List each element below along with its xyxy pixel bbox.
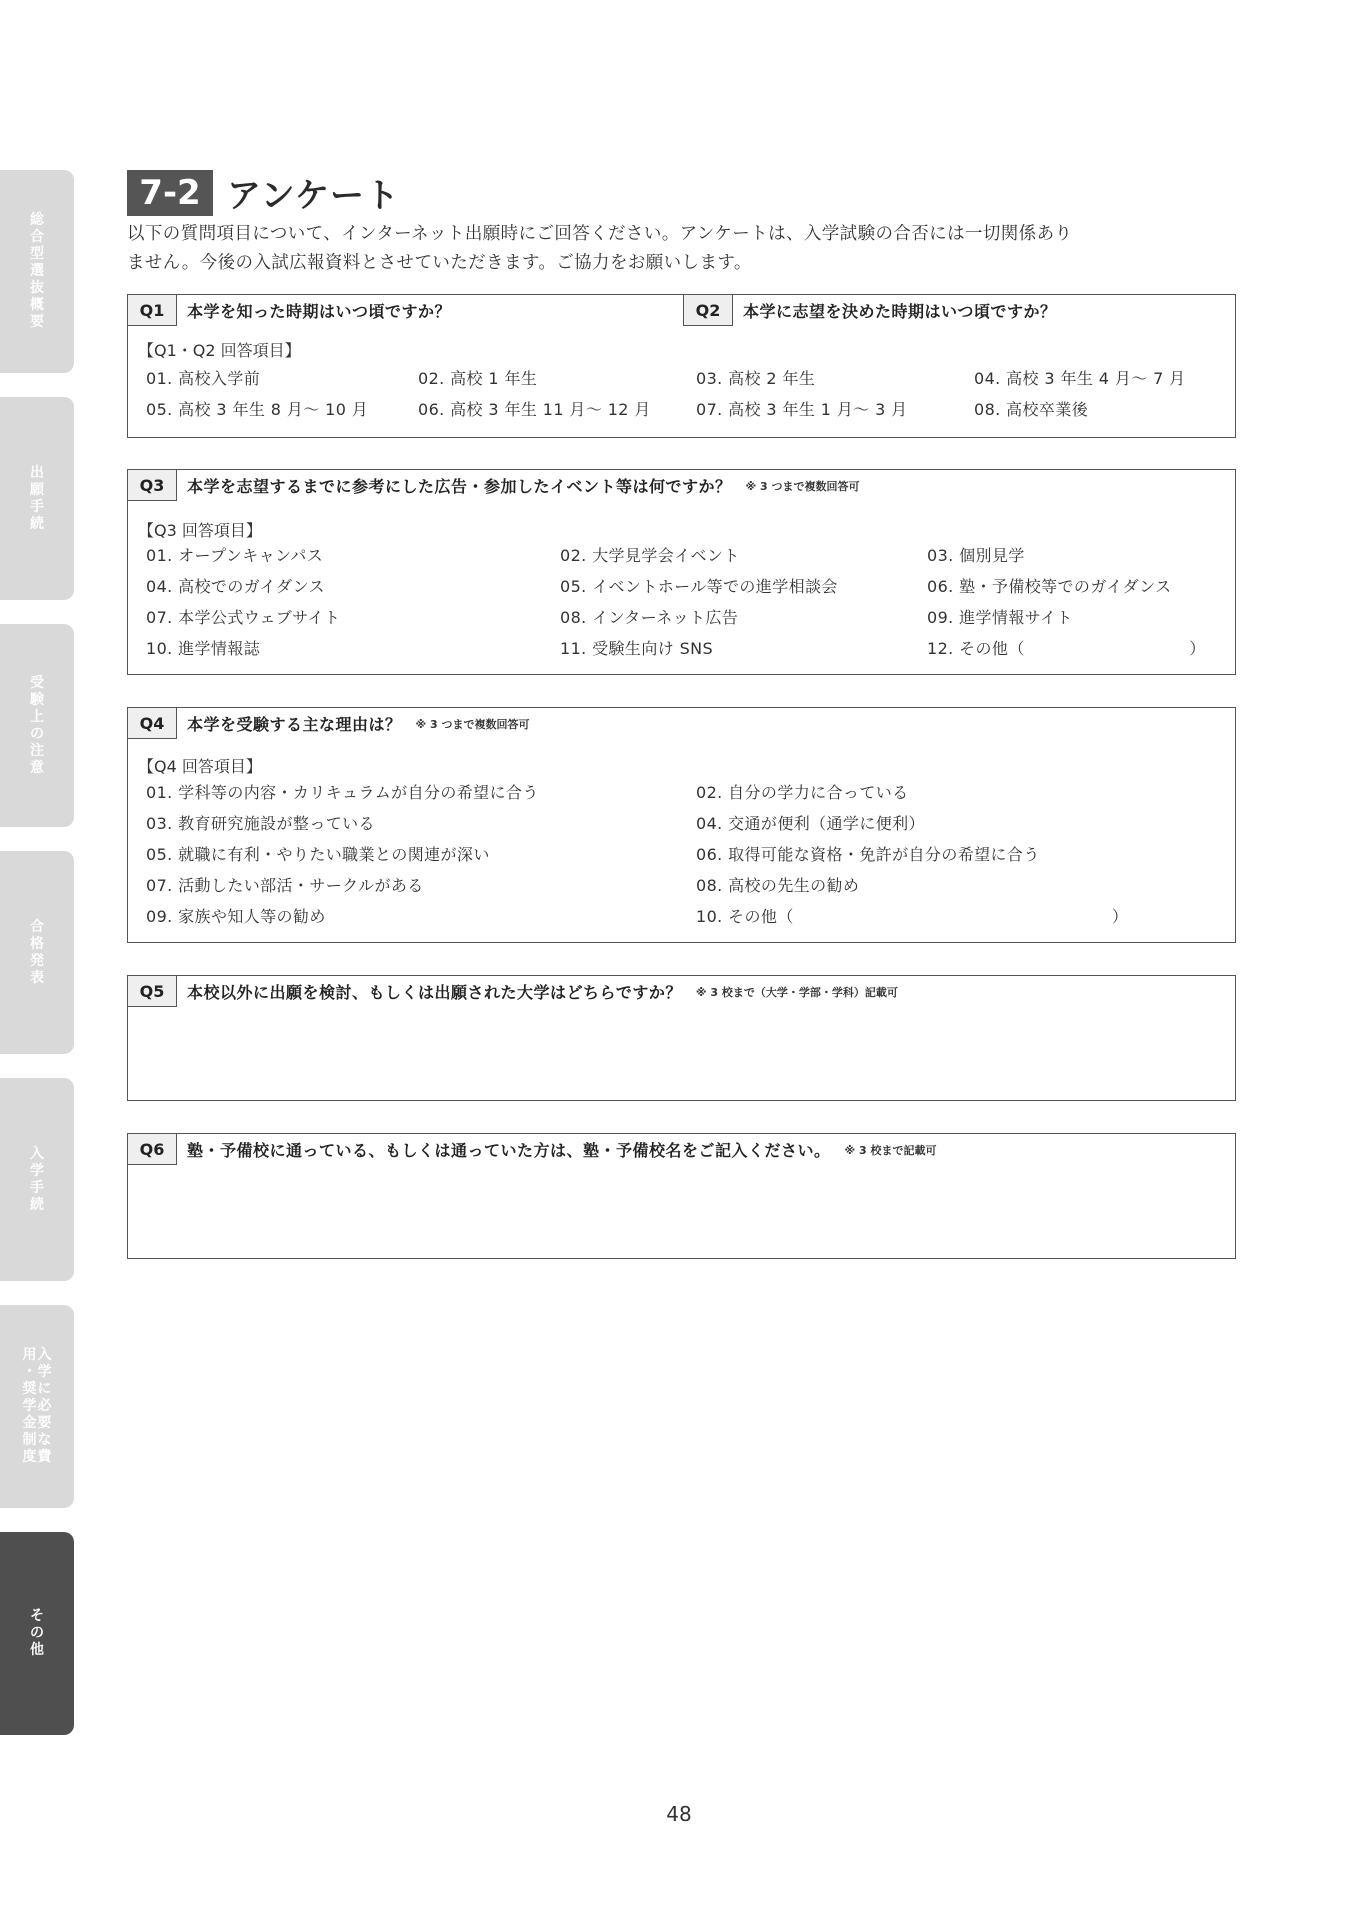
section-heading [127, 168, 400, 217]
side-tab-label-column: 合 格 発 表 [30, 918, 44, 986]
q3-option: 12. その他（ ） [927, 639, 1206, 658]
q5-header [128, 976, 898, 1007]
side-tab-label-column: 用 ・ 奨 学 金 制 度 [22, 1347, 37, 1465]
section-number: 7-2 [127, 170, 213, 216]
q5-note: ※ 3 校まで（大学・学部・学科）記載可 [695, 985, 898, 999]
q4-option: 08. 高校の先生の勧め [696, 876, 860, 895]
q1-label: Q1 [127, 294, 177, 326]
q3-option: 09. 進学情報サイト [927, 608, 1073, 627]
intro-text [127, 220, 1247, 278]
q4-text: 本学を受験する主な理由は？ [187, 715, 402, 734]
q1-header [128, 295, 451, 326]
q4-header [128, 708, 530, 739]
q3-option: 04. 高校でのガイダンス [146, 577, 325, 596]
side-tab-results[interactable] [0, 851, 74, 1054]
side-tab-label-column: 総 合 型 選 抜 概 要 [30, 212, 44, 330]
q3-option: 05. イベントホール等での進学相談会 [560, 577, 838, 596]
q3-option: 01. オープンキャンパス [146, 546, 324, 565]
side-tab-label-column: 入 学 に 必 要 な 費 [37, 1347, 52, 1465]
q12-options [146, 363, 1214, 425]
q2-header [684, 295, 1057, 326]
q6-text: 塾・予備校に通っている、もしくは通っていた方は、塾・予備校名をご記入ください。 [187, 1141, 831, 1160]
q4-answers-label: 【Q4 回答項目】 [138, 757, 262, 776]
q12-option: 08. 高校卒業後 [974, 400, 1089, 419]
q3-option: 08. インターネット広告 [560, 608, 739, 627]
q3-option: 03. 個別見学 [927, 546, 1025, 565]
q6-header [128, 1134, 937, 1165]
q3-box [127, 469, 1236, 675]
side-tab-label-column: 受 験 上 の 注 意 [30, 674, 44, 776]
side-tab-label-column: 入 学 手 続 [30, 1145, 44, 1213]
q4-options [146, 777, 1216, 932]
q4-option: 02. 自分の学力に合っている [696, 783, 909, 802]
q5-box[interactable] [127, 975, 1236, 1101]
q4-option: 05. 就職に有利・やりたい職業との関連が深い [146, 845, 490, 864]
q4-option: 01. 学科等の内容・カリキュラムが自分の希望に合う [146, 783, 539, 802]
side-tab-label-column: 出 願 手 続 [30, 464, 44, 532]
q12-option: 05. 高校 3 年生 8 月～ 10 月 [146, 400, 369, 419]
q12-option: 03. 高校 2 年生 [696, 369, 816, 388]
q4-option: 10. その他（ ） [696, 907, 1129, 926]
q12-option: 01. 高校入学前 [146, 369, 261, 388]
q4-option: 09. 家族や知人等の勧め [146, 907, 326, 926]
q3-note: ※ 3 つまで複数回答可 [745, 479, 860, 493]
q6-note: ※ 3 校まで記載可 [844, 1143, 937, 1157]
q4-label: Q4 [127, 707, 177, 739]
q3-text: 本学を志望するまでに参考にした広告・参加したイベント等は何ですか？ [187, 477, 732, 496]
q3-options [146, 540, 1227, 664]
intro-line-1: 以下の質問項目について、インターネット出願時にご回答ください。アンケートは、入学試験の合否には一切関係あり [127, 224, 1073, 244]
side-tab-exam-notes[interactable] [0, 624, 74, 827]
q4-option: 07. 活動したい部活・サークルがある [146, 876, 424, 895]
q3-option: 07. 本学公式ウェブサイト [146, 608, 341, 627]
q12-option: 07. 高校 3 年生 1 月～ 3 月 [696, 400, 908, 419]
side-tab-overview[interactable] [0, 170, 74, 373]
q3-option: 02. 大学見学会イベント [560, 546, 740, 565]
q4-option: 04. 交通が便利（通学に便利） [696, 814, 925, 833]
page-number: 48 [666, 1802, 692, 1826]
q2-text: 本学に志望を決めた時期はいつ頃ですか？ [743, 302, 1057, 321]
q3-option: 10. 進学情報誌 [146, 639, 261, 658]
section-title: アンケート [227, 176, 400, 216]
side-tab-costs-scholarship[interactable] [0, 1305, 74, 1508]
q3-label: Q3 [127, 469, 177, 501]
q3-option: 11. 受験生向け SNS [560, 639, 714, 658]
q12-answers-label: 【Q1・Q2 回答項目】 [138, 341, 301, 360]
q4-note: ※ 3 つまで複数回答可 [415, 717, 530, 731]
q3-option: 06. 塾・予備校等でのガイダンス [927, 577, 1172, 596]
q12-option: 04. 高校 3 年生 4 月～ 7 月 [974, 369, 1186, 388]
q12-option: 02. 高校 1 年生 [418, 369, 538, 388]
side-tab-application[interactable] [0, 397, 74, 600]
side-tab-label-column: そ の 他 [30, 1608, 44, 1658]
q3-answers-label: 【Q3 回答項目】 [138, 521, 262, 540]
q3-header [128, 470, 860, 501]
q1-q2-box [127, 294, 1236, 438]
q4-box [127, 707, 1236, 943]
q1-text: 本学を知った時期はいつ頃ですか？ [187, 302, 452, 321]
q2-label: Q2 [683, 294, 733, 326]
q6-label: Q6 [127, 1133, 177, 1165]
q5-text: 本校以外に出願を検討、もしくは出願された大学はどちらですか？ [187, 983, 682, 1002]
side-tab-enrollment[interactable] [0, 1078, 74, 1281]
side-tabs [0, 0, 76, 1920]
side-tab-other[interactable] [0, 1532, 74, 1735]
q4-option: 06. 取得可能な資格・免許が自分の希望に合う [696, 845, 1040, 864]
intro-line-2: ません。今後の入試広報資料とさせていただきます。ご協力をお願いします。 [127, 253, 752, 273]
q12-option: 06. 高校 3 年生 11 月～ 12 月 [418, 400, 651, 419]
q5-label: Q5 [127, 975, 177, 1007]
q4-option: 03. 教育研究施設が整っている [146, 814, 375, 833]
q6-box[interactable] [127, 1133, 1236, 1259]
